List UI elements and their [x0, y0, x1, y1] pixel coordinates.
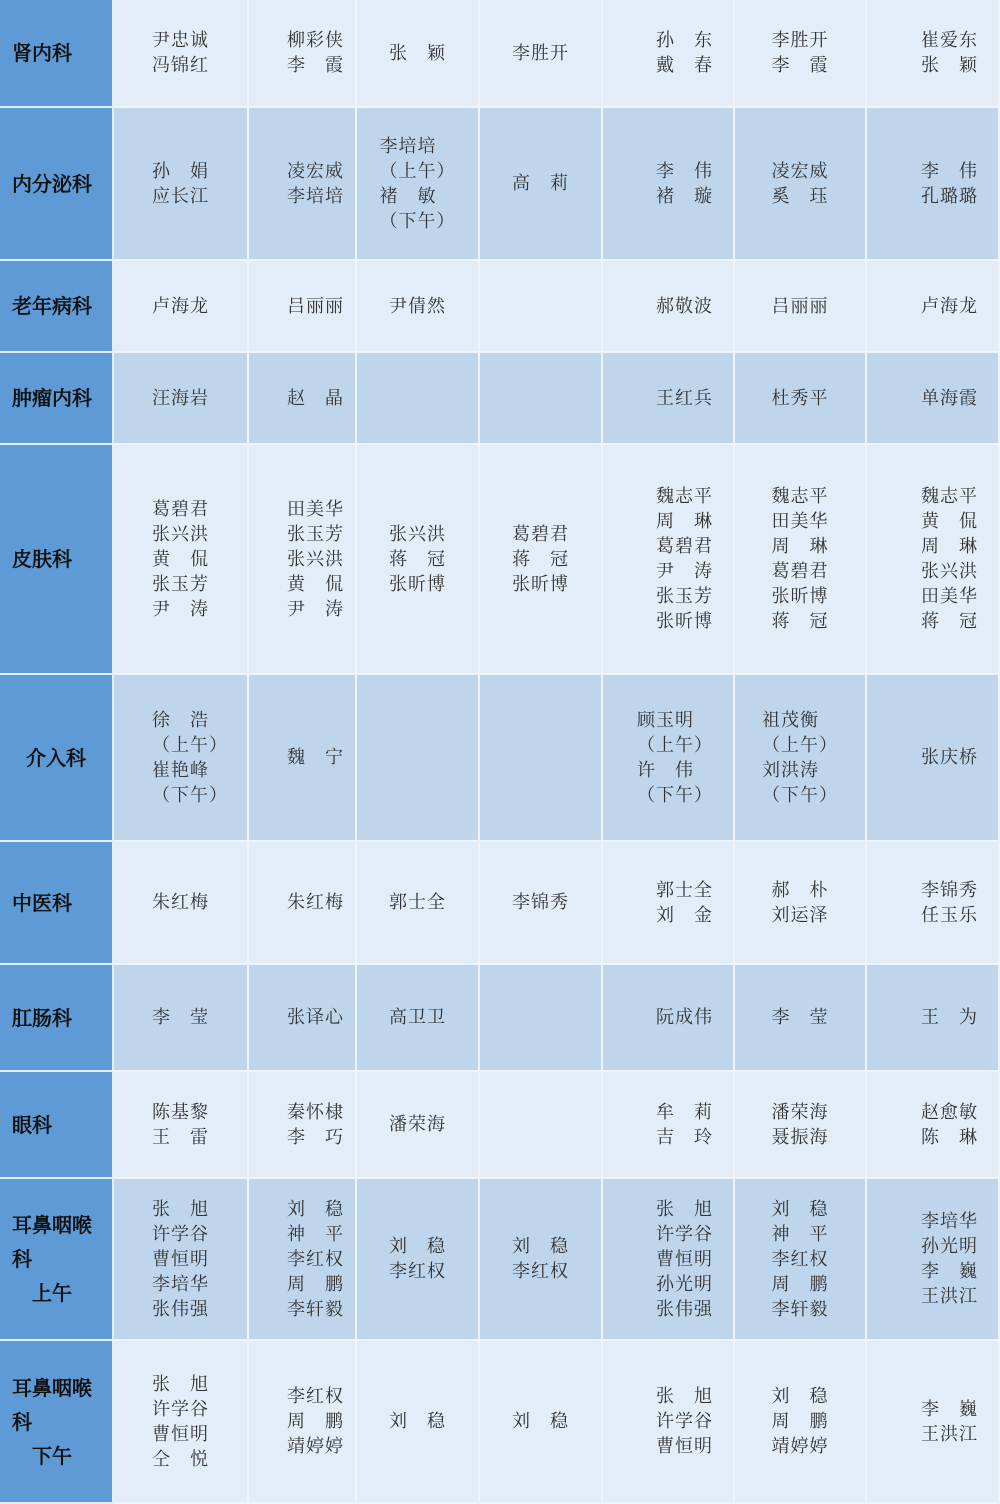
schedule-cell	[249, 675, 357, 842]
schedule-cell	[867, 445, 1000, 675]
schedule-cell	[357, 1341, 480, 1504]
schedule-cell	[735, 261, 867, 353]
department-name: 内分泌科	[12, 171, 92, 196]
doctor-names: 魏志平 黄 侃 周 琳 张兴洪 田美华 蒋 冠	[921, 486, 978, 632]
schedule-cell	[249, 1072, 357, 1179]
doctor-names: 牟 莉 吉 玲	[656, 1101, 713, 1148]
doctor-names: 李锦秀	[512, 892, 569, 913]
doctor-names: 柳彩侠 李 霞	[287, 30, 344, 76]
schedule-cell	[114, 1179, 249, 1341]
doctor-names: 秦怀棣 李 巧	[287, 1101, 344, 1148]
doctor-names: 高 莉	[512, 173, 569, 194]
schedule-cell	[357, 675, 480, 842]
schedule-cell	[735, 965, 867, 1072]
doctor-names: 凌宏威 奚 珏	[771, 160, 829, 207]
schedule-cell	[249, 261, 357, 353]
schedule-cell	[249, 1179, 357, 1341]
doctor-names: 李 莹	[771, 1007, 829, 1028]
doctor-names: 刘 稳 周 鹏 靖婷婷	[771, 1386, 829, 1457]
doctor-names: 李红权 周 鹏 靖婷婷	[287, 1386, 344, 1457]
schedule-cell	[603, 108, 735, 261]
schedule-cell	[357, 965, 480, 1072]
doctor-names: 张 旭 许学谷 曹恒明	[656, 1386, 713, 1457]
doctor-names: 魏志平 田美华 周 琳 葛碧君 张昕博 蒋 冠	[771, 486, 829, 632]
schedule-cell	[867, 1341, 1000, 1504]
doctor-names: 尹倩然	[389, 295, 446, 317]
doctor-names: 孙 东 戴 春	[656, 30, 713, 76]
doctor-names: 李胜开	[512, 42, 569, 64]
department-label	[0, 675, 114, 842]
schedule-cell	[480, 1072, 603, 1179]
schedule-cell	[114, 842, 249, 965]
doctor-names: 郝 朴 刘运泽	[771, 879, 829, 926]
doctor-names: 潘荣海 聂振海	[771, 1101, 829, 1148]
doctor-names: 郭士全 刘 金	[656, 879, 713, 926]
schedule-cell	[114, 1072, 249, 1179]
department-name: 眼科	[12, 1112, 52, 1137]
schedule-cell	[249, 0, 357, 108]
schedule-cell	[735, 1072, 867, 1179]
schedule-cell	[249, 108, 357, 261]
schedule-cell	[603, 445, 735, 675]
department-name: 肛肠科	[12, 1005, 72, 1030]
doctor-names: 郭士全	[389, 892, 446, 913]
schedule-cell	[603, 353, 735, 445]
doctor-names: 刘 稳	[389, 1411, 446, 1432]
schedule-cell	[735, 353, 867, 445]
schedule-cell	[735, 108, 867, 261]
schedule-cell	[603, 842, 735, 965]
doctor-names: 吕丽丽	[287, 295, 344, 317]
doctor-names: 李胜开 李 霞	[771, 30, 829, 76]
schedule-cell	[867, 353, 1000, 445]
department-label	[0, 353, 114, 445]
schedule-cell	[480, 0, 603, 108]
schedule-cell	[735, 675, 867, 842]
schedule-cell	[357, 842, 480, 965]
department-label	[0, 1179, 114, 1341]
doctor-names: 单海霞	[921, 387, 978, 409]
schedule-cell	[480, 1341, 603, 1504]
doctor-names: 刘 稳 神 平 李红权 周 鹏 李轩毅	[771, 1198, 829, 1320]
schedule-cell	[480, 108, 603, 261]
schedule-cell	[480, 261, 603, 353]
doctor-names: 卢海龙	[921, 295, 978, 317]
schedule-cell	[114, 675, 249, 842]
schedule-cell	[357, 0, 480, 108]
doctor-names: 卢海龙	[152, 295, 209, 317]
schedule-cell	[480, 445, 603, 675]
schedule-cell	[867, 0, 1000, 108]
doctor-names: 张 旭 许学谷 曹恒明 孙光明 张伟强	[656, 1198, 713, 1320]
schedule-cell	[480, 1179, 603, 1341]
doctor-names: 刘 稳 李红权	[389, 1236, 446, 1282]
doctor-names: 尹忠诚 冯锦红	[152, 30, 209, 76]
doctor-names: 凌宏威 李培培	[287, 160, 344, 207]
doctor-names: 李 莹	[152, 1007, 209, 1028]
schedule-cell	[114, 445, 249, 675]
doctor-names: 顾玉明 （上午） 许 伟 （下午）	[637, 709, 713, 806]
schedule-cell	[867, 1072, 1000, 1179]
department-label	[0, 1072, 114, 1179]
department-name: 耳鼻咽喉 科 上午	[12, 1213, 92, 1305]
schedule-cell	[867, 842, 1000, 965]
schedule-cell	[480, 675, 603, 842]
department-name: 皮肤科	[12, 547, 72, 571]
doctor-names: 魏志平 周 琳 葛碧君 尹 涛 张玉芳 张昕博	[656, 486, 713, 632]
department-name: 介入科	[26, 745, 86, 770]
schedule-cell	[357, 261, 480, 353]
doctor-names: 李 伟 褚 璇	[656, 160, 713, 207]
doctor-names: 高卫卫	[389, 1007, 446, 1028]
department-label	[0, 1341, 114, 1504]
doctor-names: 张兴洪 蒋 冠 张昕博	[389, 523, 446, 595]
doctor-names: 刘 稳 李红权	[512, 1236, 569, 1282]
doctor-names: 王红兵	[656, 387, 713, 409]
schedule-cell	[480, 353, 603, 445]
schedule-cell	[249, 842, 357, 965]
doctor-names: 赵愈敏 陈 琳	[921, 1101, 978, 1148]
doctor-names: 陈基黎 王 雷	[152, 1101, 209, 1148]
schedule-cell	[357, 353, 480, 445]
doctor-names: 葛碧君 蒋 冠 张昕博	[512, 523, 569, 595]
schedule-cell	[735, 842, 867, 965]
department-label	[0, 445, 114, 675]
schedule-cell	[249, 1341, 357, 1504]
schedule-cell	[603, 675, 735, 842]
department-name: 肾内科	[12, 41, 72, 65]
doctor-names: 张庆桥	[921, 747, 978, 768]
schedule-cell	[249, 965, 357, 1072]
doctor-names: 王 为	[921, 1007, 978, 1028]
schedule-cell	[357, 445, 480, 675]
schedule-cell	[867, 261, 1000, 353]
schedule-cell	[114, 353, 249, 445]
schedule-cell	[735, 0, 867, 108]
department-name: 耳鼻咽喉 科 下午	[12, 1375, 92, 1468]
doctor-names: 张译心	[287, 1007, 344, 1028]
department-name: 肿瘤内科	[12, 386, 92, 410]
doctor-names: 徐 浩 （上午） 崔艳峰 （下午）	[152, 709, 228, 806]
doctor-names: 阮成伟	[656, 1007, 713, 1028]
schedule-cell	[114, 1341, 249, 1504]
doctor-names: 吕丽丽	[771, 295, 829, 317]
doctor-names: 葛碧君 张兴洪 黄 侃 张玉芳 尹 涛	[152, 498, 209, 620]
schedule-cell	[480, 842, 603, 965]
department-label	[0, 0, 114, 108]
doctor-names: 李培华 孙光明 李 巍 王洪江	[921, 1211, 978, 1307]
schedule-cell	[867, 965, 1000, 1072]
doctor-names: 李锦秀 任玉乐	[921, 879, 978, 926]
doctor-names: 田美华 张玉芳 张兴洪 黄 侃 尹 涛	[287, 498, 344, 620]
department-label	[0, 108, 114, 261]
department-name: 老年病科	[12, 294, 92, 318]
schedule-cell	[357, 1179, 480, 1341]
doctor-names: 崔爱东 张 颖	[921, 30, 978, 76]
schedule-cell	[249, 353, 357, 445]
department-label	[0, 965, 114, 1072]
schedule-cell	[867, 1179, 1000, 1341]
schedule-cell	[603, 1341, 735, 1504]
doctor-names: 赵 晶	[287, 387, 344, 409]
schedule-cell	[480, 965, 603, 1072]
schedule-cell	[114, 0, 249, 108]
schedule-cell	[114, 108, 249, 261]
schedule-cell	[867, 675, 1000, 842]
schedule-cell	[603, 0, 735, 108]
department-label	[0, 842, 114, 965]
doctor-names: 朱红梅	[287, 892, 344, 913]
department-name: 中医科	[12, 890, 72, 915]
doctor-names: 郝敬波	[656, 295, 713, 317]
doctor-names: 刘 稳	[512, 1411, 569, 1432]
doctor-names: 李 伟 孔璐璐	[921, 160, 978, 207]
schedule-cell	[114, 261, 249, 353]
doctor-names: 汪海岩	[152, 387, 209, 409]
doctor-names: 魏 宁	[287, 747, 344, 768]
schedule-cell	[603, 261, 735, 353]
schedule-cell	[867, 108, 1000, 261]
doctor-names: 杜秀平	[771, 387, 829, 409]
schedule-cell	[603, 965, 735, 1072]
schedule-cell	[735, 1179, 867, 1341]
schedule-cell	[735, 1341, 867, 1504]
schedule-cell	[357, 1072, 480, 1179]
schedule-cell	[603, 1179, 735, 1341]
schedule-cell	[603, 1072, 735, 1179]
doctor-names: 刘 稳 神 平 李红权 周 鹏 李轩毅	[287, 1198, 344, 1320]
doctor-names: 祖茂衡 （上午） 刘洪涛 （下午）	[762, 709, 838, 806]
department-label	[0, 261, 114, 353]
doctor-names: 孙 娟 应长江	[152, 160, 209, 207]
doctor-names: 张 颖	[389, 42, 446, 64]
doctor-names: 张 旭 许学谷 曹恒明 李培华 张伟强	[152, 1198, 209, 1320]
doctor-names: 李培培 （上午） 褚 敏 （下午）	[379, 135, 456, 232]
schedule-cell	[114, 965, 249, 1072]
schedule-cell	[249, 445, 357, 675]
schedule-cell	[357, 108, 480, 261]
doctor-names: 潘荣海	[389, 1114, 446, 1135]
doctor-names: 李 巍 王洪江	[921, 1398, 978, 1445]
schedule-cell	[735, 445, 867, 675]
doctor-names: 朱红梅	[152, 892, 209, 913]
doctor-names: 张 旭 许学谷 曹恒明 仝 悦	[152, 1373, 209, 1470]
